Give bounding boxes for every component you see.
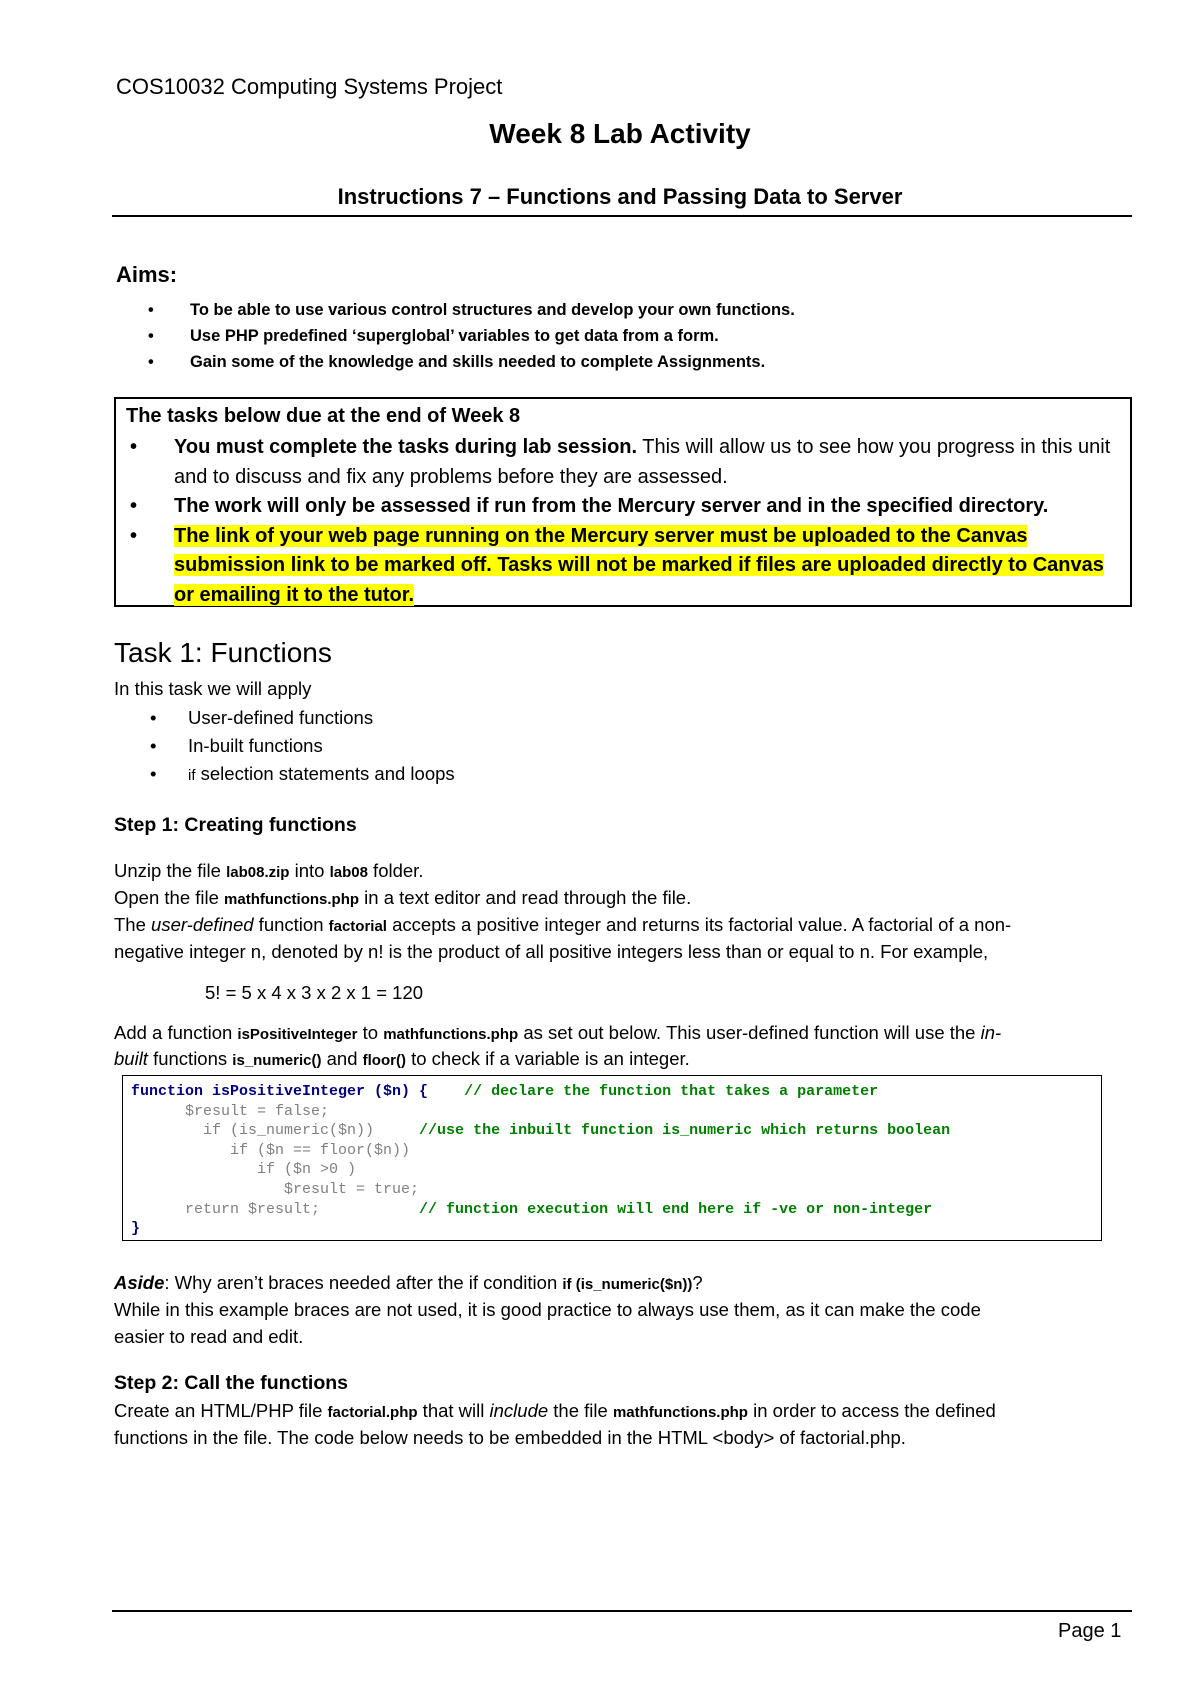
if-keyword: if [188, 767, 196, 784]
tasks-notice-heading: The tasks below due at the end of Week 8 [126, 405, 521, 427]
function-name: is_numeric() [232, 1052, 322, 1069]
step1-line [114, 887, 691, 909]
emphasis: in- [980, 1022, 1002, 1043]
filename: mathfunctions.php [224, 891, 360, 908]
function-name: factorial [328, 918, 387, 935]
page-subtitle: Instructions 7 – Functions and Passing Data to Server [337, 184, 903, 209]
text-run: ? [692, 1272, 703, 1293]
list-item [150, 760, 455, 788]
task1-heading: Task 1: Functions [114, 637, 332, 668]
step1-line [114, 914, 1011, 936]
notice-bold-text: The work will only be assessed if run from the Mercury server and in the specified directory. [174, 495, 1049, 517]
task1-intro: In this task we will apply [114, 678, 312, 699]
code-line: function isPositiveInteger ($n) { [131, 1083, 429, 1100]
filename: lab08.zip [226, 864, 290, 881]
text-run: Create an HTML/PHP file [114, 1400, 328, 1421]
step1-line: negative integer n, denoted by n! is the product of all positive integers less than or equal to n. For example, [114, 941, 989, 962]
text-run: in a text editor and read through the file. [359, 887, 692, 908]
text-run: : Why aren’t braces needed after the if condition [164, 1272, 563, 1293]
text-run: Unzip the file [114, 860, 227, 881]
task1-list [150, 704, 455, 788]
step1-line [114, 1022, 1001, 1044]
footer-divider [112, 1610, 1132, 1612]
text-run: accepts a positive integer and returns its factorial value. A factorial of a non- [386, 914, 1012, 935]
step2-line: functions in the file. The code below needs to be embedded in the HTML <body> of factorial.php. [114, 1427, 906, 1448]
filename: mathfunctions.php [612, 1404, 748, 1421]
code-line: if (is_numeric($n)) [131, 1122, 375, 1140]
page-title: Week 8 Lab Activity [489, 118, 751, 149]
code-line: $result = true; [131, 1180, 420, 1198]
text-run: into [289, 860, 330, 881]
list-item: • User-defined functions [150, 704, 455, 732]
code-snippet: if (is_numeric($n)) [562, 1276, 693, 1293]
list-item: • To be able to use various control structures and develop your own functions. [148, 297, 795, 323]
notice-text: This will allow us to see how you progress in this unit and to discuss and fix any problems before they are assessed. [174, 436, 1111, 488]
emphasis: user-defined [151, 914, 254, 935]
code-comment: //use the inbuilt function is_numeric which returns boolean [374, 1122, 951, 1140]
course-header: COS10032 Computing Systems Project [116, 74, 503, 99]
list-item [130, 433, 1124, 492]
tasks-notice-box [114, 397, 1132, 607]
text-run: in order to access the defined [747, 1400, 996, 1421]
tasks-notice-list [130, 433, 1124, 610]
list-item: • Use PHP predefined ‘superglobal’ variables to get data from a form. [148, 323, 795, 349]
highlighted-notice: The link of your web page running on the Mercury server must be uploaded to the Canvas submission link to be marked off. Tasks will not be marked if files are uploaded directly to Canvas or emailing it to the tutor. [174, 524, 1104, 606]
step2-line [114, 1400, 996, 1422]
folder-name: lab08 [329, 864, 368, 881]
page-number: Page 1 [1058, 1620, 1122, 1642]
code-line: if ($n >0 ) [131, 1161, 357, 1179]
aside-line: easier to read and edit. [114, 1326, 304, 1347]
text-run: the file [548, 1400, 613, 1421]
code-line: } [131, 1220, 141, 1238]
list-item [130, 492, 1124, 522]
notice-bold-text: You must complete the tasks during lab session. [174, 436, 638, 458]
aside-label: Aside [114, 1272, 165, 1293]
step2-heading: Step 2: Call the functions [114, 1372, 349, 1394]
step1-heading: Step 1: Creating functions [114, 814, 357, 836]
step1-line [114, 860, 423, 882]
filename: mathfunctions.php [383, 1026, 519, 1043]
aims-heading: Aims: [116, 262, 178, 287]
text-run: as set out below. This user-defined function will use the [518, 1022, 981, 1043]
emphasis: built [114, 1048, 148, 1069]
list-item: • In-built functions [150, 732, 455, 760]
function-name: isPositiveInteger [237, 1026, 358, 1043]
code-line: return $result; [131, 1200, 321, 1218]
text-run: function [253, 914, 329, 935]
text-run: Add a function [114, 1022, 238, 1043]
text-run: that will [417, 1400, 490, 1421]
text-run: to check if a variable is an integer. [405, 1048, 690, 1069]
aside-line [114, 1272, 703, 1294]
function-name: floor() [362, 1052, 406, 1069]
code-comment: // declare the function that takes a parameter [428, 1083, 879, 1100]
list-item: • Gain some of the knowledge and skills needed to complete Assignments. [148, 349, 795, 375]
aside-line: While in this example braces are not used, it is good practice to always use them, as it can make the code [114, 1299, 981, 1320]
code-listing [131, 1082, 950, 1239]
text-run: The [114, 914, 152, 935]
text-run: Open the file [114, 887, 225, 908]
aims-list [148, 297, 795, 375]
code-line: $result = false; [131, 1102, 330, 1120]
text-run: to [357, 1022, 384, 1043]
emphasis: include [489, 1400, 549, 1421]
list-item-text: selection statements and loops [200, 763, 455, 784]
code-block [122, 1075, 1102, 1241]
header-divider [112, 215, 1132, 217]
step1-line [114, 1048, 690, 1070]
code-line: if ($n == floor($n)) [131, 1141, 411, 1159]
code-comment: // function execution will end here if -ve or non-integer [320, 1200, 933, 1218]
text-run: functions [147, 1048, 233, 1069]
filename: factorial.php [327, 1404, 418, 1421]
factorial-example: 5! = 5 x 4 x 3 x 2 x 1 = 120 [205, 982, 424, 1003]
text-run: folder. [367, 860, 424, 881]
text-run: and [321, 1048, 363, 1069]
list-item [130, 522, 1124, 611]
